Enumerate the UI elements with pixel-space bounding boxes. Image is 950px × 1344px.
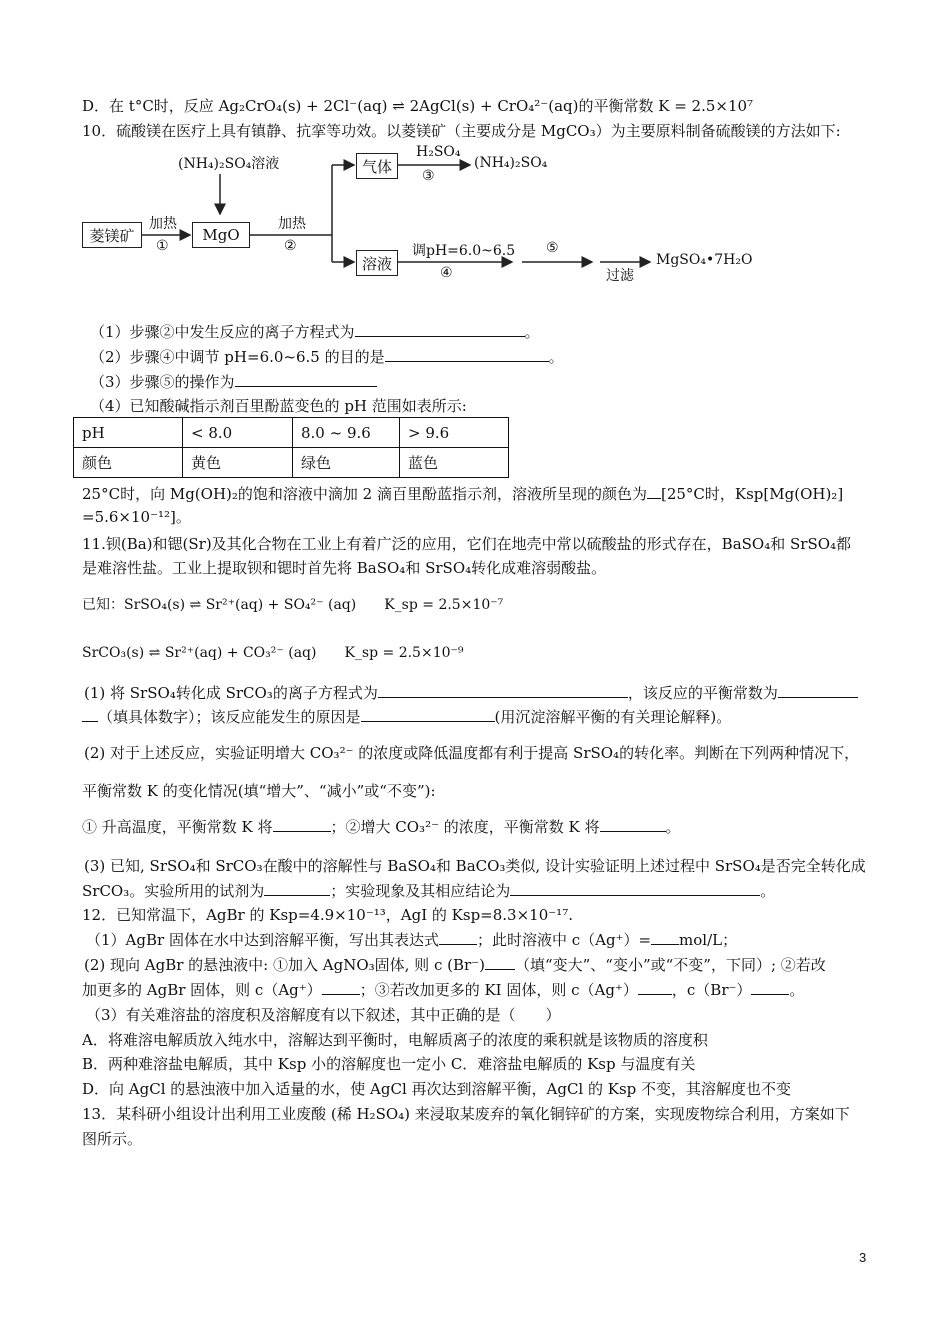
q10-3: （3）步骤⑤的操作为 (90, 372, 377, 392)
ore-box (82, 222, 142, 248)
known-equation-2: SrCO₃(s) ⇌ Sr²⁺(aq) + CO₃²⁻ (aq) K_sp = 2.5×10⁻⁹ (82, 645, 464, 661)
option-d: D．向 AgCl 的悬浊液中加入适量的水，使 AgCl 再次达到溶解平衡，AgCl 的 Ksp 不变，其溶解度也不变 (82, 1080, 792, 1098)
step3-label: ③ (422, 168, 435, 184)
table-cell: < 8.0 (183, 418, 293, 448)
table-cell: 黄色 (183, 448, 293, 478)
q11-1-cont: （填具体数字）；该反应能发生的原因是 (用沉淀溶解平衡的有关理论解释)。 (82, 707, 731, 727)
mgo-box (192, 222, 250, 248)
option-d-line: D．在 t°C时，反应 Ag₂CrO₄(s) + 2Cl⁻(aq) ⇌ 2AgCl(s) + CrO₄²⁻(aq)的平衡常数 K = 2.5×10⁷ (82, 97, 754, 115)
q12-2: (2) 现向 AgBr 的悬浊液中: ①加入 AgNO₃固体, 则 c (Br⁻) （填“变大”、“变小”或“不变”，下同）; ②若改 (84, 956, 826, 974)
heat2-label: 加热 (278, 216, 306, 232)
table-cell: 绿色 (293, 448, 400, 478)
table-row (74, 448, 509, 478)
answer-blank[interactable] (82, 707, 98, 722)
q11-1: (1) 将 SrSO₄转化成 SrCO₃的离子方程式为 ，该反应的平衡常数为 (84, 683, 858, 703)
step1-label: ① (156, 238, 169, 254)
option-b-c: B．两种难溶盐电解质，其中 Ksp 小的溶解度也一定小 C．难溶盐电解质的 Ksp 与温度有关 (82, 1055, 696, 1073)
solution-label: 溶液 (361, 254, 392, 273)
q11-2-c: ① 升高温度，平衡常数 K 将 ；②增大 CO₃²⁻ 的浓度，平衡常数 K 将 。 (82, 818, 681, 836)
product1-label: (NH₄)₂SO₄ (474, 155, 548, 171)
table-cell: 颜色 (74, 448, 183, 478)
indicator-table (73, 417, 509, 478)
answer-blank[interactable] (361, 707, 495, 722)
answer-blank[interactable] (385, 347, 549, 362)
gas-box (356, 153, 398, 179)
table-cell: pH (74, 418, 183, 448)
mgo-label: MgO (202, 226, 240, 244)
product2-label: MgSO₄•7H₂O (656, 252, 753, 268)
table-cell: 8.0 ~ 9.6 (293, 418, 400, 448)
filter-label: 过滤 (606, 268, 634, 284)
answer-blank[interactable] (600, 817, 666, 832)
gas-label: 气体 (361, 157, 392, 176)
answer-blank[interactable] (355, 322, 525, 337)
q12-1: （1）AgBr 固体在水中达到溶解平衡，写出其表达式 ；此时溶液中 c（Ag⁺）= mol/L； (86, 931, 738, 949)
known-equation-1: 已知：SrSO₄(s) ⇌ Sr²⁺(aq) + SO₄²⁻ (aq) K_sp = 2.5×10⁻⁷ (82, 597, 504, 613)
answer-blank[interactable] (651, 930, 679, 945)
answer-blank[interactable] (751, 980, 789, 995)
q12-3: （3）有关难溶盐的溶度积及溶解度有以下叙述，其中正确的是（ ） (86, 1006, 561, 1024)
option-a: A．将难溶电解质放入纯水中，溶解达到平衡时，电解质离子的浓度的乘积就是该物质的溶度积 (82, 1031, 708, 1049)
q10-4: （4）已知酸碱指示剂百里酚蓝变色的 pH 范围如表所示: (90, 397, 467, 415)
answer-blank[interactable] (273, 817, 331, 832)
answer-blank[interactable] (235, 372, 377, 387)
ph-adjust-label: 调pH=6.0~6.5 (412, 243, 516, 259)
q11-2: (2) 对于上述反应，实验证明增大 CO₃²⁻ 的浓度或降低温度都有利于提高 SrSO₄的转化率。判断在下列两种情况下， (84, 744, 860, 762)
q11-3: (3) 已知, SrSO₄和 SrCO₃在酸中的溶解性与 BaSO₄和 BaCO₃类似, 设计实验证明上述过程中 SrSO₄是否完全转化成 (84, 857, 866, 875)
q12-2-cont: 加更多的 AgBr 固体，则 c（Ag⁺） ；③若改加更多的 KI 固体，则 c（Ag⁺） ，c（Br⁻） 。 (82, 981, 805, 999)
q12-intro: 12．已知常温下，AgBr 的 Ksp=4.9×10⁻¹³，AgI 的 Ksp=8.3×10⁻¹⁷. (82, 906, 573, 924)
step4-label: ④ (440, 265, 453, 281)
answer-blank[interactable] (510, 881, 760, 896)
table-row (74, 418, 509, 448)
q10-5: 25°C时，向 Mg(OH)₂的饱和溶液中滴加 2 滴百里酚蓝指示剂，溶液所呈现的颜色为 [25°C时，Ksp[Mg(OH)₂] (82, 485, 844, 503)
table-cell: > 9.6 (400, 418, 509, 448)
q13-intro-2: 图所示。 (82, 1130, 143, 1148)
answer-blank[interactable] (647, 484, 661, 499)
q10-5-cont: =5.6×10⁻¹²]。 (82, 508, 191, 526)
heat1-label: 加热 (149, 216, 177, 232)
answer-blank[interactable] (439, 930, 477, 945)
q11-2-b: 平衡常数 K 的变化情况(填“增大”、“减小”或“不变”): (82, 782, 436, 800)
ore-label: 菱镁矿 (89, 226, 135, 245)
answer-blank[interactable] (322, 980, 360, 995)
answer-blank[interactable] (378, 683, 628, 698)
answer-blank[interactable] (485, 955, 515, 970)
reagent-label: (NH₄)₂SO₄溶液 (178, 156, 280, 172)
answer-blank[interactable] (778, 683, 858, 698)
q10-1: （1）步骤②中发生反应的离子方程式为 。 (90, 323, 540, 341)
q11-intro-1: 11.钡(Ba)和锶(Sr)及其化合物在工业上有着广泛的应用，它们在地壳中常以硫酸盐的形式存在，BaSO₄和 SrSO₄都 (82, 535, 852, 553)
q11-intro-2: 是难溶性盐。工业上提取钡和锶时首先将 BaSO₄和 SrSO₄转化成难溶弱酸盐。 (82, 559, 607, 577)
solution-box (356, 250, 398, 276)
q10-2: （2）步骤④中调节 pH=6.0~6.5 的目的是 。 (90, 348, 564, 366)
table-cell: 蓝色 (400, 448, 509, 478)
step5-label: ⑤ (546, 240, 559, 256)
h2so4-label: H₂SO₄ (416, 144, 461, 160)
q11-3-cont: SrCO₃。实验所用的试剂为 ；实验现象及其相应结论为 。 (82, 882, 776, 900)
answer-blank[interactable] (638, 980, 672, 995)
flow-diagram (0, 0, 950, 300)
page-number: 3 (859, 1250, 867, 1265)
q10-intro: 10．硫酸镁在医疗上具有镇静、抗挛等功效。以菱镁矿（主要成分是 MgCO₃）为主要原料制备硫酸镁的方法如下: (82, 122, 841, 140)
step2-label: ② (284, 238, 297, 254)
q13-intro: 13．某科研小组设计出利用工业废酸 (稀 H₂SO₄) 来浸取某废弃的氧化铜锌矿的方案，实现废物综合利用，方案如下 (82, 1105, 850, 1123)
answer-blank[interactable] (264, 881, 330, 896)
